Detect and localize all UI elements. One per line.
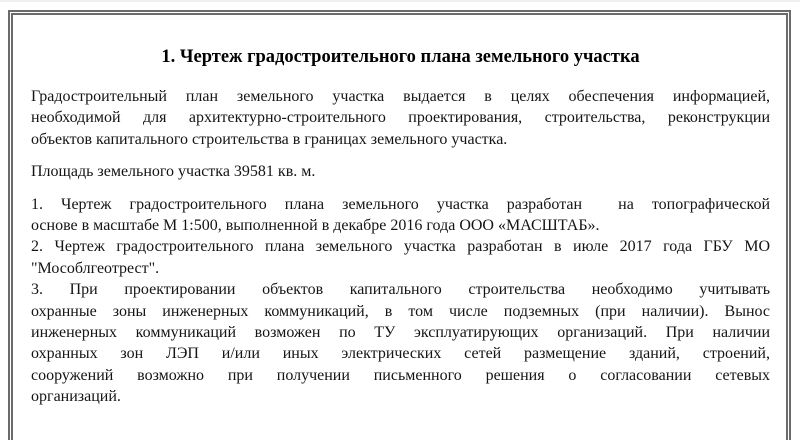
text-line: Площадь земельного участка 39581 кв. м. [31,163,316,181]
text-line: Градостроительный план земельного участка выдается в целях обеспечения информацией, [31,88,770,105]
text-line: организаций. [31,388,121,406]
screen-top-edge [0,0,800,2]
paragraph-item-3 [31,279,770,407]
text-line: 2. Чертеж градостроительного плана земельного участка разработан в июле 2017 года ГБУ МО [31,238,770,256]
text-line: "Мособлгеотрест". [31,259,160,277]
text-line: сооружений возможно при получении письменного решения о согласовании сетевых [31,366,770,384]
text-line: 3. При проектировании объектов капитального строительства необходимо учитывать [31,281,770,299]
paragraph-intro [31,86,770,150]
text-line: инженерных коммуникаций возможен по ТУ эксплуатирующих организаций. При наличии [31,324,770,342]
paragraph-land-area [31,161,770,182]
document-page [8,10,791,440]
document-title: 1. Чертеж градостроительного плана земельного участка [161,47,640,67]
paragraph-item-1 [31,194,770,237]
text-line: основе в масштабе М 1:500, выполненной в декабре 2016 года ООО «МАСШТАБ». [31,217,600,235]
paragraph-item-2 [31,236,770,279]
text-line: объектов капитального строительства в границах земельного участка. [31,130,508,148]
text-line: охранные зоны инженерных коммуникаций, в том числе подземных (при наличии). Вынос [31,302,770,320]
text-line: необходимой для архитектурно-строительного проектирования, строительства, реконструкции [31,109,770,127]
text-line: охранных зон ЛЭП и/или иных электрических сетей размещение зданий, строений, [31,345,770,363]
text-line: 1. Чертеж градостроительного плана земельного участка разработан на топографической [31,195,770,213]
